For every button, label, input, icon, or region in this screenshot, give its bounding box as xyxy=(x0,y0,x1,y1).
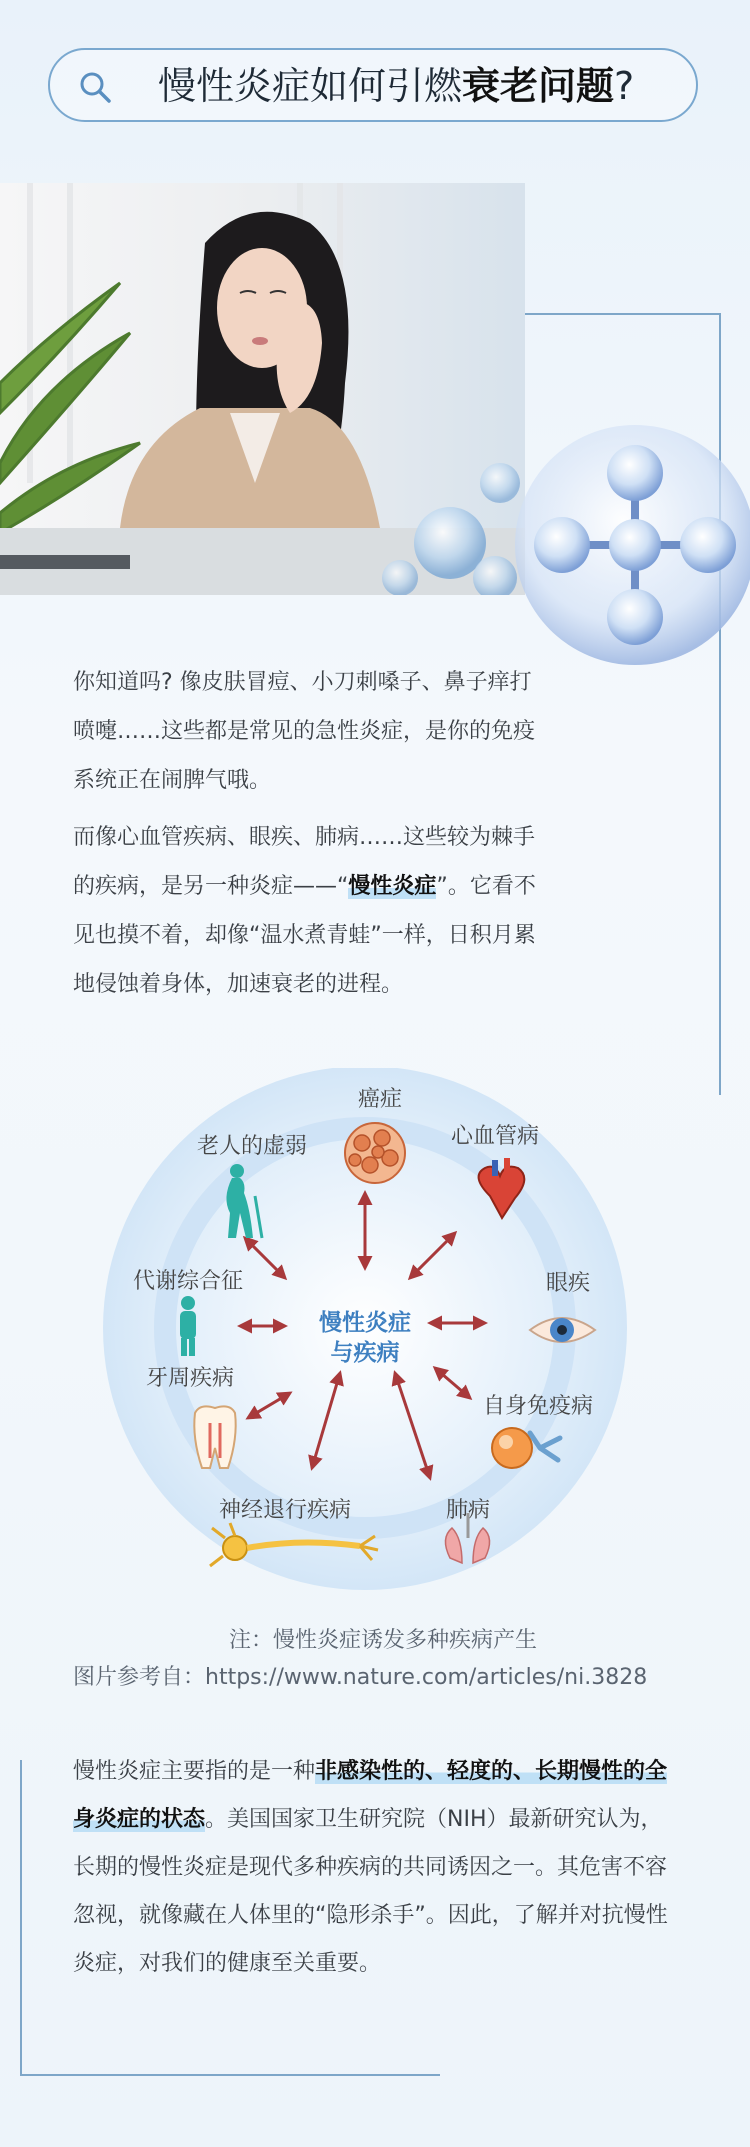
intro-paragraph-2: 而像心血管疾病、眼疾、肺病……这些较为棘手的疾病，是另一种炎症——“慢性炎症”。它看不见也摸不着，却像“温水煮青蛙”一样，日积月累地侵蚀着身体，加速衰老的进程。 xyxy=(73,825,536,997)
label-autoimmune: 自身免疫病 xyxy=(482,1394,594,1419)
cancer-cell-icon xyxy=(345,1123,405,1183)
woman-with-toothache-image xyxy=(0,183,525,595)
label-eye: 眼疾 xyxy=(545,1271,591,1296)
disease-diagram xyxy=(90,1068,660,1603)
highlight-text: 慢性炎症 xyxy=(348,874,437,899)
molecule-illustration xyxy=(470,405,750,685)
highlight-text: 非感染性的、轻度的、长期慢性的全身炎症的状态 xyxy=(73,1759,668,1832)
label-cardio: 心血管病 xyxy=(450,1124,540,1149)
label-neuro: 神经退行疾病 xyxy=(218,1498,352,1523)
label-periodontal: 牙周疾病 xyxy=(145,1366,235,1391)
center-label-line2: 与疾病 xyxy=(330,1340,400,1366)
center-label-line1: 慢性炎症 xyxy=(319,1310,411,1336)
frame-line xyxy=(20,1760,22,2075)
intro-paragraph-1: 你知道吗? 像皮肤冒痘、小刀刺嗓子、鼻子痒打喷嚏……这些都是常见的急性炎症，是你的免疫系统正在闹脾气哦。 xyxy=(73,670,536,793)
closing-paragraph: 慢性炎症主要指的是一种非感染性的、轻度的、长期慢性的全身炎症的状态。美国国家卫生研究院（NIH）最新研究认为，长期的慢性炎症是现代多种疾病的共同诱因之一。其危害不容忽视，就像藏在人体里的“隐形杀手”。因此，了解并对抗慢性炎症，对我们的健康至关重要。 xyxy=(73,1759,668,1976)
note-reference: 图片参考自：https://www.nature.com/articles/ni.3828 xyxy=(73,1665,648,1690)
label-cancer: 癌症 xyxy=(357,1087,403,1112)
title-bar xyxy=(48,48,698,122)
hero-photo xyxy=(0,183,525,595)
label-metabolic: 代谢综合征 xyxy=(132,1269,244,1294)
note-line-1: 注：慢性炎症诱发多种疾病产生 xyxy=(228,1628,537,1653)
label-lung: 肺病 xyxy=(445,1498,491,1523)
label-frailty: 老人的虚弱 xyxy=(196,1134,308,1159)
page-title: 慢性炎症如何引燃衰老问题? xyxy=(158,64,635,108)
frame-line xyxy=(525,313,721,315)
search-icon xyxy=(78,70,112,104)
diagram-note xyxy=(73,1622,693,1696)
frame-line xyxy=(20,2074,440,2076)
